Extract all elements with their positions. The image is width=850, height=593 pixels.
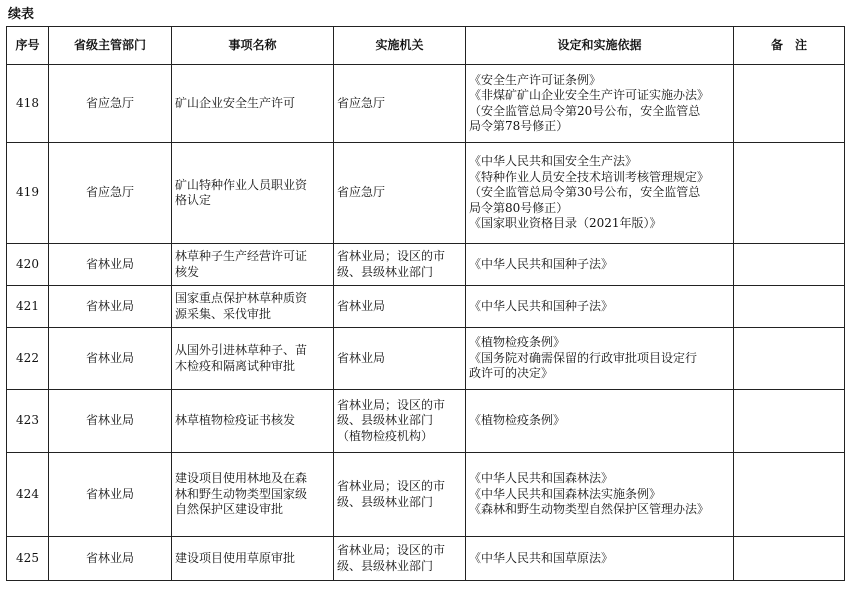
table-row xyxy=(7,286,845,328)
cell-org-line: 级、县级林业部门 xyxy=(337,494,434,509)
cell-org xyxy=(334,143,466,244)
cell-seq: 421 xyxy=(7,286,49,328)
cell-basis-line: 局令第80号修正） xyxy=(469,200,569,215)
cell-item xyxy=(172,453,334,537)
cell-item-line: 林草植物检疫证书核发 xyxy=(175,413,296,428)
cell-basis-line: 《国家职业资格目录（2021年版）》 xyxy=(469,216,662,231)
header-basis: 设定和实施依据 xyxy=(466,27,734,65)
table-row xyxy=(7,65,845,143)
cell-basis-line: 《中华人民共和国种子法》 xyxy=(469,256,614,271)
cell-org-line: 省林业局；设区的市 xyxy=(337,249,446,263)
cell-seq: 419 xyxy=(7,143,49,244)
cell-note xyxy=(734,143,845,244)
cell-basis xyxy=(466,328,734,390)
cell-item xyxy=(172,328,334,390)
cell-org xyxy=(334,328,466,390)
header-org: 实施机关 xyxy=(334,27,466,65)
cell-item-line: 建设项目使用草原审批 xyxy=(175,550,296,565)
cell-item-line: 林和野生动物类型国家级 xyxy=(175,486,308,501)
cell-note xyxy=(734,244,845,286)
cell-dept: 省应急厅 xyxy=(49,143,172,244)
cell-basis-line: （安全监管总局令第30号公布，安全监管总 xyxy=(469,185,701,200)
cell-basis-line: 《安全生产许可证条例》 xyxy=(469,72,602,87)
cell-dept: 省林业局 xyxy=(49,390,172,453)
cell-item-line: 从国外引进林草种子、苗 xyxy=(175,343,308,357)
header-seq: 序号 xyxy=(7,27,49,65)
cell-basis xyxy=(466,286,734,328)
table-row xyxy=(7,537,845,581)
cell-seq: 418 xyxy=(7,65,49,143)
cell-item-line: 国家重点保护林草种质资 xyxy=(175,291,308,305)
cell-org xyxy=(334,537,466,581)
cell-dept: 省林业局 xyxy=(49,453,172,537)
cell-basis xyxy=(466,244,734,286)
cell-item xyxy=(172,244,334,286)
cell-item-line: 林草种子生产经营许可证 xyxy=(175,249,308,263)
cell-basis-line: 《植物检疫条例》 xyxy=(469,335,566,350)
cell-org xyxy=(334,286,466,328)
cell-org xyxy=(334,244,466,286)
cell-basis-line: 《中华人民共和国种子法》 xyxy=(469,298,614,313)
cell-basis-line: 《森林和野生动物类型自然保护区管理办法》 xyxy=(469,502,710,517)
cell-basis-line: 《中华人民共和国草原法》 xyxy=(469,550,614,565)
cell-basis xyxy=(466,453,734,537)
cell-org xyxy=(334,453,466,537)
approval-items-table xyxy=(6,26,845,581)
cell-item-line: 核发 xyxy=(175,264,200,279)
cell-basis xyxy=(466,143,734,244)
header-note: 备 注 xyxy=(734,27,845,65)
cell-note xyxy=(734,65,845,143)
table-row xyxy=(7,244,845,286)
cell-seq: 424 xyxy=(7,453,49,537)
cell-item xyxy=(172,390,334,453)
cell-item-line: 矿山企业安全生产许可 xyxy=(175,95,296,110)
cell-note xyxy=(734,328,845,390)
cell-org xyxy=(334,390,466,453)
cell-note xyxy=(734,453,845,537)
cell-dept: 省林业局 xyxy=(49,244,172,286)
cell-org-line: 省应急厅 xyxy=(337,185,386,200)
cell-seq: 425 xyxy=(7,537,49,581)
cell-basis-line: 《植物检疫条例》 xyxy=(469,413,566,428)
cell-basis xyxy=(466,537,734,581)
cell-dept: 省应急厅 xyxy=(49,65,172,143)
cell-item-line: 矿山特种作业人员职业资 xyxy=(175,177,308,192)
cell-item-line: 自然保护区建设审批 xyxy=(175,502,284,517)
table-row xyxy=(7,143,845,244)
table-row xyxy=(7,453,845,537)
cell-seq: 420 xyxy=(7,244,49,286)
cell-dept: 省林业局 xyxy=(49,286,172,328)
cell-basis-line: 《中华人民共和国森林法》 xyxy=(469,471,614,486)
cell-basis xyxy=(466,65,734,143)
cell-org-line: 级、县级林业部门 xyxy=(337,264,434,279)
cell-item xyxy=(172,143,334,244)
cell-dept: 省林业局 xyxy=(49,328,172,390)
table-caption: 续表 xyxy=(8,7,35,22)
cell-basis-line: 政许可的决定》 xyxy=(469,366,554,381)
cell-basis-line: 《国务院对确需保留的行政审批项目设定行 xyxy=(469,350,698,365)
cell-item xyxy=(172,537,334,581)
table-header-row xyxy=(7,27,845,65)
cell-org-line: 省林业局；设区的市 xyxy=(337,397,446,412)
cell-item-line: 格认定 xyxy=(175,193,212,207)
cell-org-line: 级、县级林业部门 xyxy=(337,558,434,573)
cell-basis-line: 《特种作业人员安全技术培训考核管理规定》 xyxy=(469,169,710,184)
cell-dept: 省林业局 xyxy=(49,537,172,581)
cell-note xyxy=(734,390,845,453)
cell-item-line: 木检疫和隔离试种审批 xyxy=(175,358,296,373)
cell-item-line: 源采集、采伐审批 xyxy=(175,306,272,321)
cell-org-line: 省林业局；设区的市 xyxy=(337,479,446,493)
cell-note xyxy=(734,537,845,581)
cell-basis xyxy=(466,390,734,453)
cell-item-line: 建设项目使用林地及在森 xyxy=(175,471,308,486)
cell-org-line: 省应急厅 xyxy=(337,95,386,110)
cell-org xyxy=(334,65,466,143)
header-item: 事项名称 xyxy=(172,27,334,65)
table-row xyxy=(7,390,845,453)
cell-basis-line: 《非煤矿矿山企业安全生产许可证实施办法》 xyxy=(469,88,710,102)
cell-basis-line: （安全监管总局令第20号公布，安全监管总 xyxy=(469,103,701,118)
cell-org-line: 级、县级林业部门 xyxy=(337,413,434,428)
cell-org-line: 省林业局 xyxy=(337,350,386,365)
cell-item xyxy=(172,286,334,328)
cell-basis-line: 局令第78号修正） xyxy=(469,119,569,133)
cell-seq: 422 xyxy=(7,328,49,390)
cell-org-line: 省林业局；设区的市 xyxy=(337,543,446,557)
header-dept: 省级主管部门 xyxy=(49,27,172,65)
cell-org-line: 省林业局 xyxy=(337,298,386,313)
cell-note xyxy=(734,286,845,328)
cell-basis-line: 《中华人民共和国森林法实施条例》 xyxy=(469,486,662,501)
table-row xyxy=(7,328,845,390)
cell-org-line: （植物检疫机构） xyxy=(337,428,434,443)
cell-basis-line: 《中华人民共和国安全生产法》 xyxy=(469,154,638,169)
cell-item xyxy=(172,65,334,143)
cell-seq: 423 xyxy=(7,390,49,453)
